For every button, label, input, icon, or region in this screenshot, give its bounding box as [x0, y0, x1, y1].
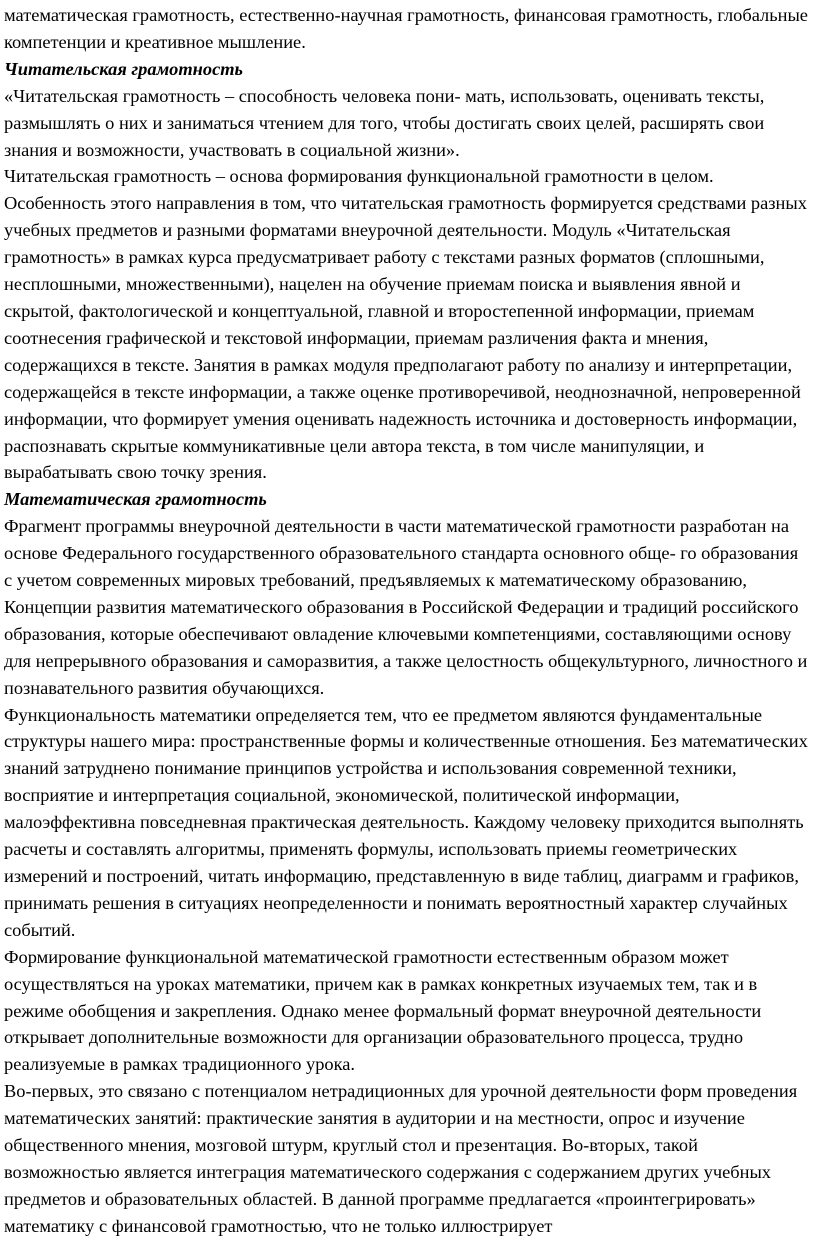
heading-reading-literacy: Читательская грамотность: [4, 58, 243, 79]
paragraph-intro-continuation: математическая грамотность, естественно-научная грамотность, финансовая грамотность, глобальные компетенции и креативное мышление.: [4, 5, 808, 52]
paragraph-reading-body: Читательская грамотность – основа формирования функциональной грамотности в целом. Особенность этого направления в том, что читательская грамотность формируется средствами разных учебных предметов и разными форматами внеурочной деятельности. Модуль «Читательская грамотность» в рамках курса предусматривает работу с текстами разных форматов (сплошными, несплошными, множественными), нацелен на обучение приемам поиска и выявления явной и скрытой, фактологической и концептуальной, главной и второстепенной информации, приемам соотнесения графической и текстовой информации, приемам различения факта и мнения, содержащихся в тексте. Занятия в рамках модуля предполагают работу по анализу и интерпретации, содержащейся в тексте информации, а также оценке противоречивой, неоднозначной, непроверенной информации, что формирует умения оценивать надежность источника и достоверность информации, распознавать скрытые коммуникативные цели автора текста, в том числе манипуляции, и вырабатывать свою точку зрения.: [4, 166, 807, 483]
heading-math-literacy: Математическая грамотность: [4, 489, 267, 510]
paragraph-math-functionality: Функциональность математики определяется тем, что ее предметом являются фундаментальные структуры нашего мира: пространственные формы и количественные отношения. Без математических знаний затруднено понимание принципов устройства и использования современной техники, восприятие и интерпретация социальной, экономической, политической информации, малоэффективна повседневная практическая деятельность. Каждому человеку приходится выполнять расчеты и составлять алгоритмы, применять формулы, использовать приемы геометрических измерений и построений, читать информацию, представленную в виде таблиц, диаграмм и графиков, принимать решения в ситуациях неопределенности и понимать вероятностный характер случайных событий.: [4, 704, 808, 940]
paragraph-math-program: Фрагмент программы внеурочной деятельности в части математической грамотности разработан на основе Федерального государственного образовательного стандарта основного обще- го образования с учетом современных мировых требований, предъявляемых к математическому образованию, Концепции развития математического образования в Российской Федерации и традиций российского образования, которые обеспечивают овладение ключевыми компетенциями, составляющими основу для непрерывного образования и саморазвития, а также целостность общекультурного, личностного и познавательного развития обучающихся.: [4, 516, 808, 698]
paragraph-reading-definition: «Читательская грамотность – способность человека пони- мать, использовать, оценивать тексты, размышлять о них и заниматься чтением для того, чтобы достигать своих целей, расширять свои знания и возможности, участвовать в социальной жизни».: [4, 85, 765, 160]
paragraph-math-first-second: Во-первых, это связано с потенциалом нетрадиционных для урочной деятельности форм проведения математических занятий: практические занятия в аудитории и на местности, опрос и изучение общественного мнения, мозговой штурм, круглый стол и презентация. Во-вторых, такой возможностью является интеграция математического содержания с содержанием других учебных предметов и образовательных областей. В данной программе предлагается «проинтегрировать» математику с финансовой грамотностью, что не только иллюстрирует: [4, 1081, 798, 1236]
paragraph-math-formation: Формирование функциональной математической грамотности естественным образом может осуществляться на уроках математики, причем как в рамках конкретных изучаемых тем, так и в режиме обобщения и закрепления. Однако менее формальный формат внеурочной деятельности открывает дополнительные возможности для организации образовательного процесса, трудно реализуемые в рамках традиционного урока.: [4, 946, 762, 1075]
